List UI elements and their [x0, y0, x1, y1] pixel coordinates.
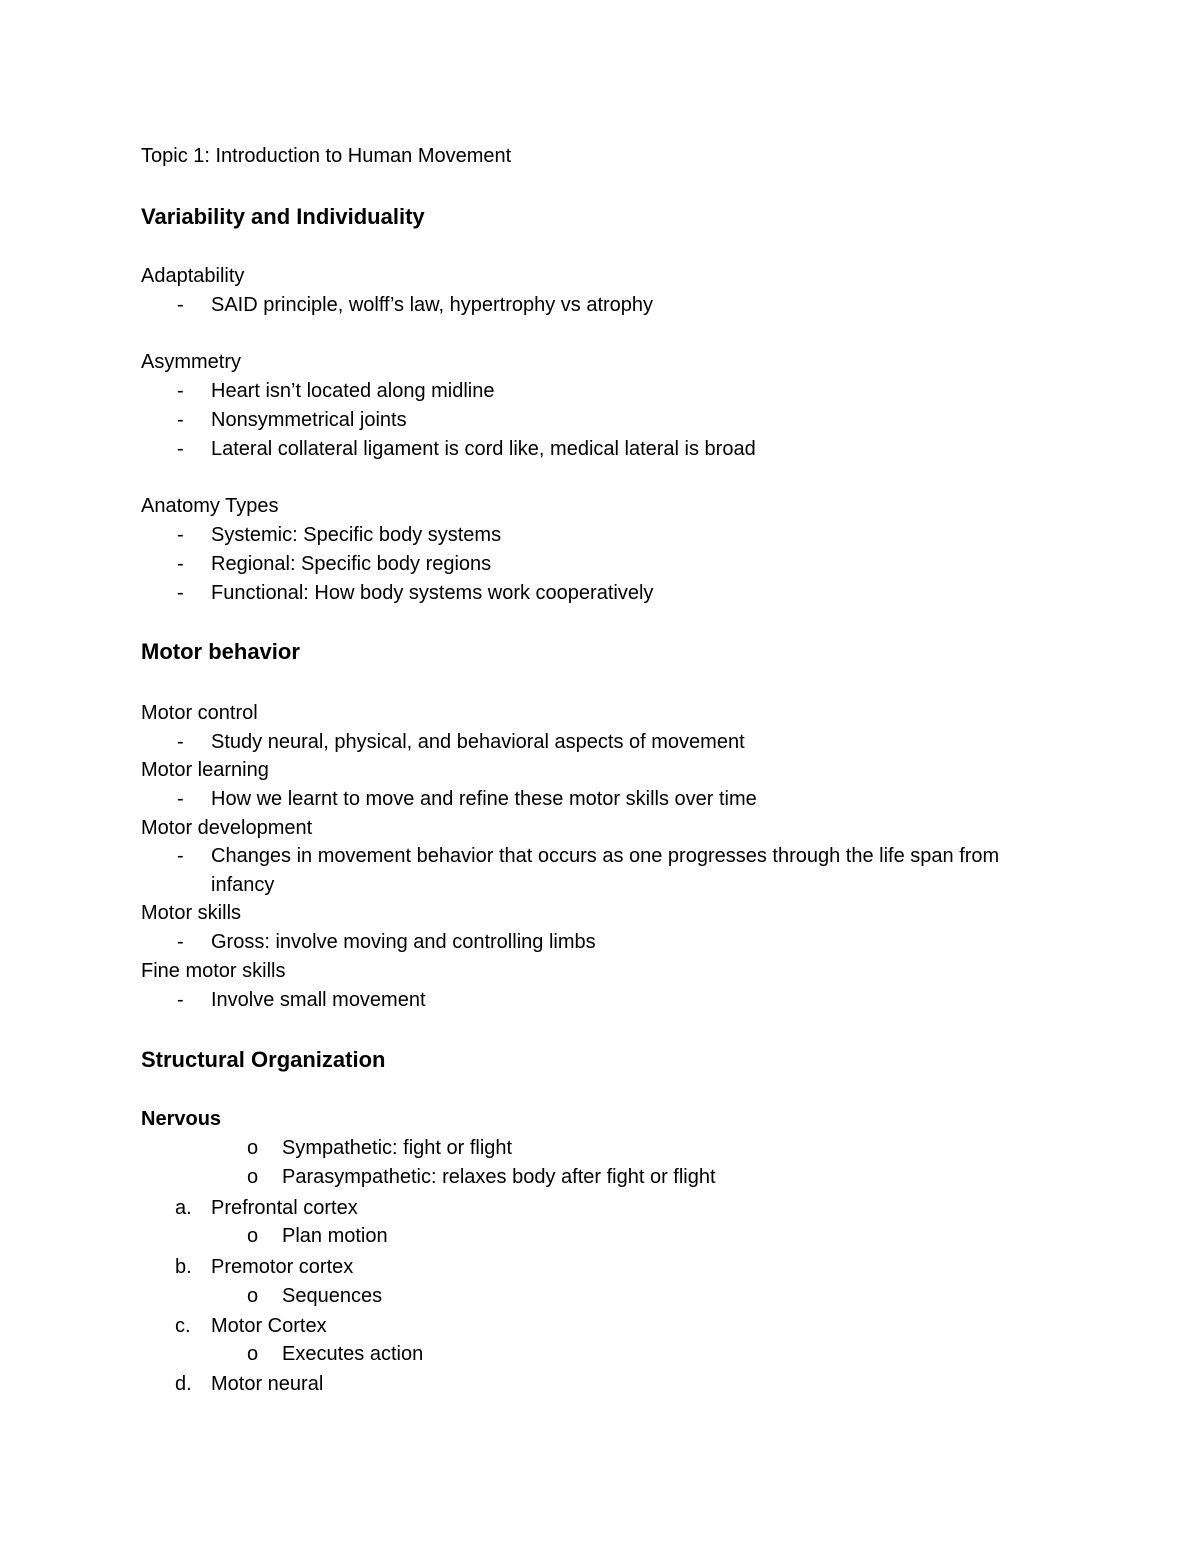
circle-bullet: o: [247, 1343, 259, 1365]
dash-bullet: -: [177, 294, 184, 316]
list-marker: b.: [175, 1256, 192, 1278]
document-title: Topic 1: Introduction to Human Movement: [141, 145, 512, 167]
subheading-anatomy-types: Anatomy Types: [141, 495, 279, 517]
dash-bullet: -: [177, 438, 184, 460]
circle-bullet: o: [247, 1137, 259, 1159]
dash-bullet: -: [177, 380, 184, 402]
subheading-motor-skills: Motor skills: [141, 902, 242, 924]
list-item: Premotor cortex: [211, 1256, 354, 1278]
subheading-asymmetry: Asymmetry: [141, 351, 241, 373]
list-item: Nonsymmetrical joints: [211, 409, 407, 431]
list-item: Motor neural: [211, 1373, 324, 1395]
dash-bullet: -: [177, 553, 184, 575]
section-heading-structural: Structural Organization: [141, 1047, 386, 1072]
list-item: SAID principle, wolff’s law, hypertrophy vs atrophy: [211, 294, 654, 316]
circle-bullet: o: [247, 1225, 259, 1247]
list-item: Sympathetic: fight or flight: [282, 1137, 513, 1159]
list-item-continued: infancy: [211, 874, 275, 896]
list-item: Involve small movement: [211, 989, 426, 1011]
subheading-motor-learning: Motor learning: [141, 759, 269, 781]
subheading-fine-motor-skills: Fine motor skills: [141, 960, 286, 982]
list-item: Executes action: [282, 1343, 424, 1365]
list-item: Study neural, physical, and behavioral aspects of movement: [211, 731, 745, 753]
dash-bullet: -: [177, 731, 184, 753]
list-item: Sequences: [282, 1285, 383, 1307]
dash-bullet: -: [177, 524, 184, 546]
list-item: Plan motion: [282, 1225, 388, 1247]
subheading-motor-development: Motor development: [141, 817, 313, 839]
list-item: Heart isn’t located along midline: [211, 380, 495, 402]
list-marker: d.: [175, 1373, 192, 1395]
list-item: Motor Cortex: [211, 1315, 327, 1337]
list-item: Systemic: Specific body systems: [211, 524, 502, 546]
list-item: Changes in movement behavior that occurs as one progresses through the life span from: [211, 845, 1000, 867]
list-marker: c.: [175, 1315, 191, 1337]
dash-bullet: -: [177, 582, 184, 604]
list-item: Parasympathetic: relaxes body after fight or flight: [282, 1166, 716, 1188]
dash-bullet: -: [177, 788, 184, 810]
subheading-nervous: Nervous: [141, 1108, 222, 1130]
subheading-adaptability: Adaptability: [141, 265, 245, 287]
dash-bullet: -: [177, 989, 184, 1011]
section-heading-variability: Variability and Individuality: [141, 204, 425, 229]
list-item: How we learnt to move and refine these motor skills over time: [211, 788, 757, 810]
dash-bullet: -: [177, 409, 184, 431]
dash-bullet: -: [177, 845, 184, 867]
dash-bullet: -: [177, 931, 184, 953]
subheading-motor-control: Motor control: [141, 702, 258, 724]
list-marker: a.: [175, 1197, 192, 1219]
list-item: Lateral collateral ligament is cord like, medical lateral is broad: [211, 438, 756, 460]
section-heading-motor-behavior: Motor behavior: [141, 639, 300, 664]
list-item: Gross: involve moving and controlling limbs: [211, 931, 596, 953]
list-item: Prefrontal cortex: [211, 1197, 358, 1219]
circle-bullet: o: [247, 1285, 259, 1307]
circle-bullet: o: [247, 1166, 259, 1188]
list-item: Functional: How body systems work cooperatively: [211, 582, 654, 604]
list-item: Regional: Specific body regions: [211, 553, 492, 575]
